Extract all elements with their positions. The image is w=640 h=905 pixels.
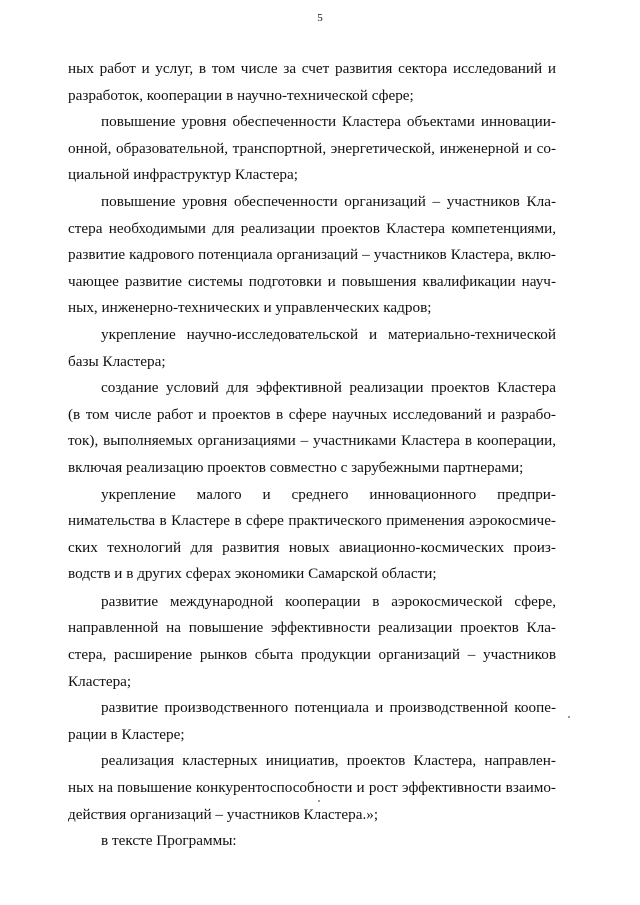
text-line: чающее развитие системы подготовки и повышения квалификации науч- (68, 272, 556, 290)
text-line: ных работ и услуг, в том числе за счет развития сектора исследований и (68, 60, 556, 77)
paragraph-initiatives (68, 748, 556, 828)
scan-speck (568, 716, 570, 718)
text-line: ных на повышение конкурентоспособности и рост эффективности взаимо- (68, 779, 556, 797)
text-line: Кластера; (68, 672, 132, 690)
document-body (68, 56, 556, 855)
paragraph-competencies (68, 189, 556, 322)
text-line: развитие международной кооперации в аэрокосмической сфере, (101, 592, 556, 610)
text-line: (в том числе работ и проектов в сфере научных исследований и разрабо- (68, 405, 556, 423)
paragraph-program-text (68, 828, 556, 855)
text-line: включая реализацию проектов совместно с зарубежными партнерами; (68, 458, 524, 476)
paragraph-continuation (68, 56, 556, 109)
paragraph-production (68, 695, 556, 748)
paragraph-conditions (68, 375, 556, 481)
paragraph-infrastructure (68, 109, 556, 189)
text-line: циальной инфраструктур Кластера; (68, 166, 298, 184)
text-line: в тексте Программы: (101, 832, 237, 850)
page-number: 5 (317, 12, 323, 24)
text-line: рации в Кластере; (68, 725, 185, 743)
text-line: направленной на повышение эффективности реализации проектов Кла- (68, 619, 556, 637)
text-line: ских технологий для развития новых авиационно-космических произ- (68, 538, 556, 556)
text-line: нимательства в Кластере в сфере практического применения аэрокосмиче- (68, 512, 556, 530)
text-line: действия организаций – участников Кластера.»; (68, 805, 379, 823)
text-line: онной, образовательной, транспортной, энергетической, инженерной и со- (68, 139, 556, 157)
text-line: стера необходимыми для реализации проектов Кластера компетенциями, (68, 219, 556, 237)
text-line: ных, инженерно-технических и управленческих кадров; (68, 299, 432, 317)
text-line: разработок, кооперации в научно-технической сфере; (68, 86, 414, 104)
text-line: повышение уровня обеспеченности Кластера объектами инновации- (101, 113, 556, 131)
text-line: базы Кластера; (68, 352, 166, 370)
paragraph-international (68, 589, 556, 695)
text-line: укрепление малого и среднего инновационного предпри- (101, 485, 556, 503)
paragraph-entrepreneurship (68, 482, 556, 588)
text-line: развитие производственного потенциала и производственной коопе- (101, 699, 556, 717)
text-line: стера, расширение рынков сбыта продукции организаций – участников (68, 646, 556, 664)
paragraph-research-base (68, 322, 556, 375)
text-line: реализация кластерных инициатив, проектов Кластера, направлен- (101, 752, 556, 770)
text-line: создание условий для эффективной реализации проектов Кластера (101, 379, 556, 397)
text-line: водств и в других сферах экономики Самарской области; (68, 565, 437, 583)
text-line: развитие кадрового потенциала организаций – участников Кластера, вклю- (68, 246, 556, 264)
text-line: повышение уровня обеспеченности организаций – участников Кла- (101, 192, 556, 210)
scan-speck (318, 800, 320, 802)
text-line: ток), выполняемых организациями – участниками Кластера в кооперации, (68, 432, 556, 450)
text-line: укрепление научно-исследовательской и материально-технической (101, 325, 556, 343)
